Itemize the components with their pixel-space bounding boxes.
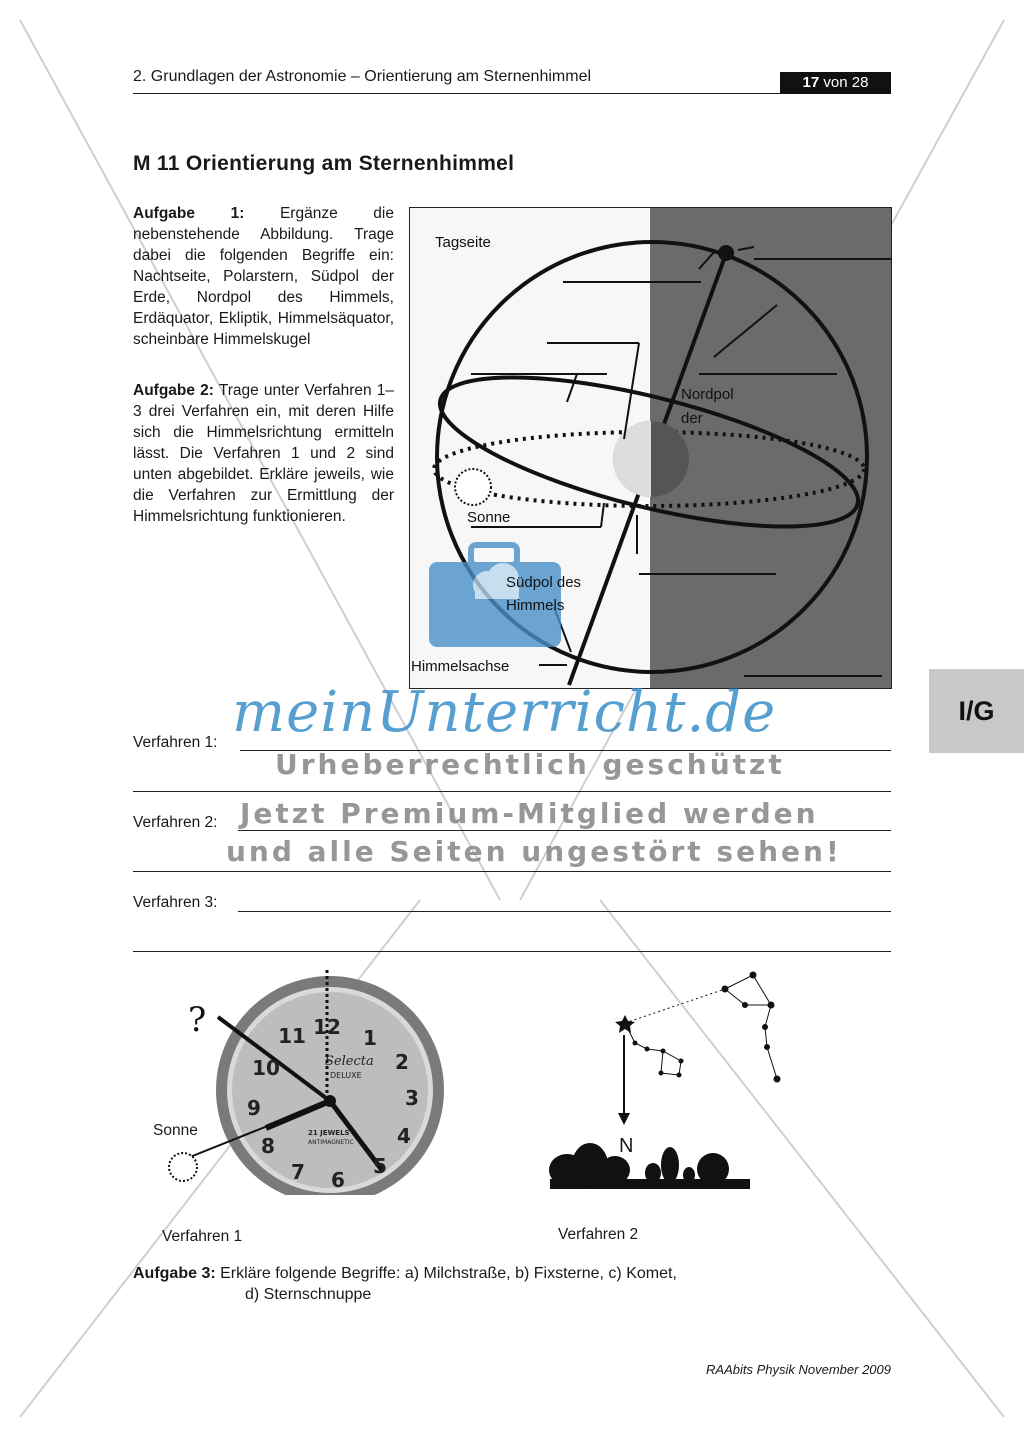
clock-number-7: 7: [291, 1160, 305, 1184]
clock-brand: Selecta: [325, 1054, 374, 1069]
side-tab: I/G: [929, 669, 1024, 753]
label-north-pole-1: Nordpol: [681, 386, 734, 403]
clock-number-5: 5: [373, 1154, 387, 1178]
clock-question-mark: ?: [188, 1000, 207, 1040]
procedure1-label: Verfahren 1:: [133, 734, 218, 751]
procedure2-answer-line[interactable]: [238, 830, 891, 831]
tree-silhouette-icon: [549, 1143, 750, 1189]
procedure3-answer-line-2[interactable]: [133, 951, 891, 952]
clock-brand-sub: DELUXE: [330, 1071, 362, 1080]
star-icons: [615, 972, 781, 1083]
clock-anti: ANTIMAGNETIC: [308, 1139, 354, 1146]
task1-block: [133, 203, 394, 350]
page-current: 17: [802, 74, 820, 91]
procedure3-label: Verfahren 3:: [133, 894, 218, 911]
clock-number-10: 10: [252, 1056, 280, 1080]
caption-procedure2: Verfahren 2: [558, 1226, 639, 1243]
procedure2-label: Verfahren 2:: [133, 814, 218, 831]
clock-sun-label: Sonne: [153, 1122, 198, 1139]
page-total: von 28: [823, 74, 869, 91]
task1-text: Ergänze die nebenstehende Abbildung. Trage dabei die folgenden Begriffe ein: Nachtseite, Polarstern, Südpol der Erde, Nordpol des Himmels, Erdäquator, Ekliptik, Himmelsäquator, scheinbare Himmelskugel: [133, 205, 394, 348]
watermark-brand: meinUnterricht.de: [232, 680, 777, 745]
footer-credit: RAAbits Physik November 2009: [706, 1362, 891, 1377]
task3-line1: Erkläre folgende Begriffe: a) Milchstraße, b) Fixsterne, c) Komet,: [220, 1265, 677, 1282]
task2-block: [133, 380, 394, 527]
sun-icon: [169, 1153, 197, 1181]
procedure2-answer-line-2[interactable]: [133, 871, 891, 872]
clock-number-2: 2: [395, 1050, 409, 1074]
task3-block: [133, 1263, 677, 1305]
page-indicator: [780, 72, 891, 94]
task3-label: Aufgabe 3:: [133, 1265, 216, 1282]
watermark-line2: Jetzt Premium-Mitglied werden: [240, 797, 819, 830]
north-label: N: [619, 1135, 634, 1157]
clock-number-12: 12: [313, 1015, 341, 1039]
clock-number-9: 9: [247, 1096, 261, 1120]
material-title: M 11 Orientierung am Sternenhimmel: [133, 152, 515, 175]
label-axis: Himmelsachse: [411, 658, 510, 675]
procedure1-answer-line-2[interactable]: [133, 791, 891, 792]
clock-number-1: 1: [363, 1026, 377, 1050]
watermark-line3: und alle Seiten ungestört sehen!: [226, 835, 842, 868]
label-north-pole-2: der: [681, 410, 703, 427]
task2-label: Aufgabe 2:: [133, 382, 214, 399]
label-south-pole-1: Südpol des: [506, 574, 582, 591]
clock-jewels: 21 JEWELS: [308, 1129, 350, 1137]
clock-number-4: 4: [397, 1124, 411, 1148]
caption-procedure1: Verfahren 1: [162, 1228, 243, 1245]
clock-number-6: 6: [331, 1168, 345, 1192]
task2-text: Trage unter Verfahren 1–3 drei Verfahren ein, mit deren Hilfe sich die Himmelsrichtung ermitteln lässt. Die Verfahren 1 und 2 sind unten abgebildet. Erkläre jeweils, wie die Verfahren zur Ermittlung der Himmelsrichtung funktionieren.: [133, 382, 395, 525]
clock-number-11: 11: [278, 1024, 306, 1048]
procedure3-answer-line[interactable]: [238, 911, 891, 912]
clock-number-3: 3: [405, 1086, 419, 1110]
header-title: 2. Grundlagen der Astronomie – Orientierung am Sternenhimmel: [133, 68, 592, 85]
task1-label: Aufgabe 1:: [133, 205, 245, 222]
label-south-pole-2: Himmels: [506, 597, 565, 614]
clock-illustration: [150, 965, 450, 1195]
constellation-illustration: [545, 965, 785, 1225]
watermark-line1: Urheberrechtlich geschützt: [275, 748, 785, 781]
celestial-sphere-diagram: [409, 207, 892, 689]
task3-line2: d) Sternschnuppe: [245, 1286, 372, 1303]
label-sun: Sonne: [467, 509, 511, 526]
header-rule: [133, 93, 891, 94]
clock-number-8: 8: [261, 1134, 275, 1158]
label-day-side: Tagseite: [435, 234, 491, 251]
